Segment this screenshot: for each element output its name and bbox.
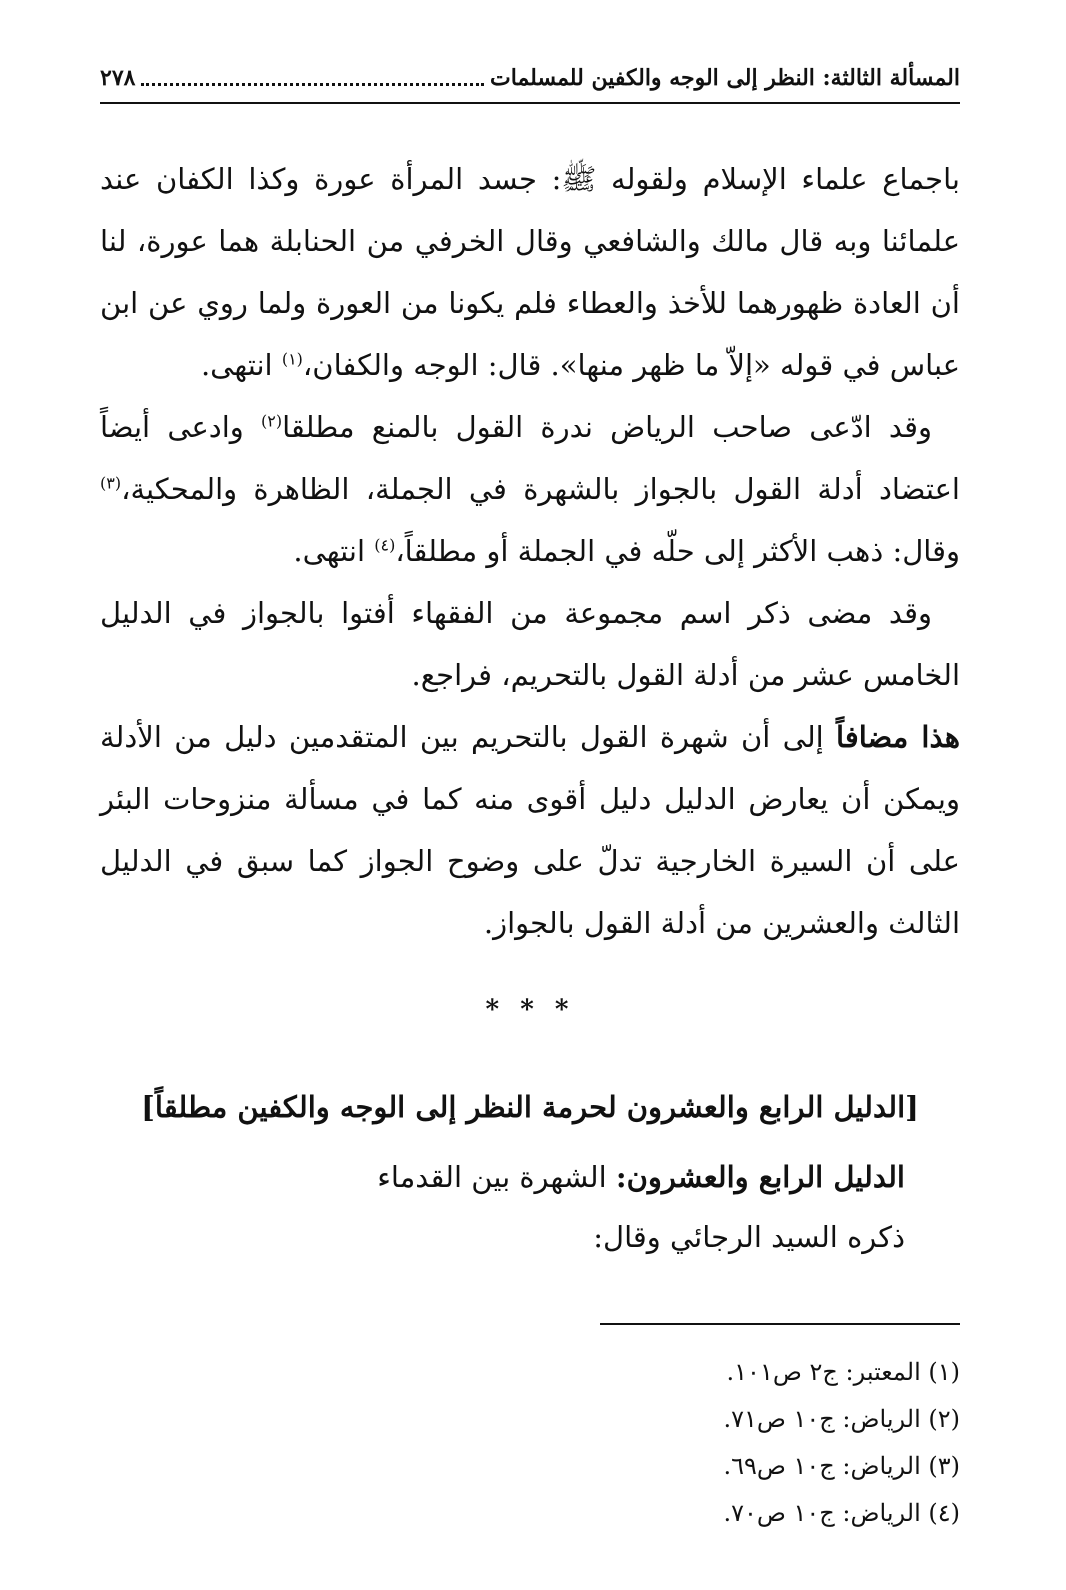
paragraph-3: وقد مضى ذكر اسم مجموعة من الفقهاء أفتوا بالجواز في الدليل الخامس عشر من أدلة القول بالتحريم، فراجع.	[100, 596, 960, 692]
paragraph-1	[100, 148, 960, 396]
paragraph-1-text: باجماع علماء الإسلام ولقوله ﷺ: جسد المرأة عورة وكذا الكفان عند علمائنا وبه قال مالك والشافعي وقال الخرفي من الحنابلة هما عورة، لنا أن العادة ظهورهما للأخذ والعطاء فلم يكونا من العورة ولما روي عن ابن عباس في قوله «إلاّ ما ظهر منها». قال: الوجه والكفان،	[100, 162, 960, 382]
paragraph-4-lead: هذا مضافاً	[836, 720, 960, 754]
footnote-ref-2[interactable]: (٢)	[260, 411, 283, 431]
paragraph-2-part-d: انتهى.	[293, 534, 375, 568]
page-number: ٢٧٨	[100, 65, 136, 91]
proof-title-lead: الدليل الرابع والعشرون:	[615, 1160, 905, 1194]
proof-intro: ذكره السيد الرجائي وقال:	[593, 1220, 905, 1254]
chapter-title: المسألة الثالثة: النظر إلى الوجه والكفين للمسلمات	[490, 65, 960, 91]
paragraph-4	[100, 706, 960, 954]
footnote-4: (٤) الرياض: ج١٠ ص٧٠.	[723, 1499, 960, 1527]
section-separator: * * *	[485, 995, 575, 1025]
paragraph-1-tail: انتهى.	[200, 348, 282, 382]
paragraph-4-text: إلى أن شهرة القول بالتحريم بين المتقدمين دليل من الأدلة ويمكن أن يعارض الدليل دليل أقوى منه كما في مسألة منزوحات البئر على أن السيرة الخارجية تدلّ على وضوح الجواز كما سبق في الدليل الثالث والعشرين من أدلة القول بالجواز.	[100, 720, 960, 940]
paragraph-2-part-c: وقال: ذهب الأكثر إلى حلّه في الجملة أو مطلقاً،	[395, 534, 960, 568]
footnote-rule	[600, 1323, 960, 1325]
paragraph-2-part-a: وقد ادّعى صاحب الرياض ندرة القول بالمنع مطلقا	[282, 410, 932, 444]
proof-title	[377, 1160, 905, 1194]
body-text	[100, 148, 960, 954]
footnote-ref-4[interactable]: (٤)	[374, 535, 396, 555]
footnote-2: (٢) الرياض: ج١٠ ص٧١.	[723, 1405, 960, 1433]
paragraph-2-part-b: وادعى أيضاً اعتضاد أدلة القول بالجواز بالشهرة في الجملة، الظاهرة والمحكية،	[100, 410, 960, 506]
page	[100, 40, 960, 1560]
footnote-1: (١) المعتبر: ج٢ ص١٠١.	[726, 1358, 960, 1386]
section-heading: [الدليل الرابع والعشرون لحرمة النظر إلى الوجه والكفين مطلقاً]	[141, 1090, 919, 1124]
header-rule	[100, 102, 960, 104]
running-header	[100, 58, 960, 98]
footnote-3: (٣) الرياض: ج١٠ ص٦٩.	[723, 1452, 960, 1480]
footnote-ref-3[interactable]: (٣)	[100, 473, 122, 493]
paragraph-2	[100, 396, 960, 582]
proof-title-text: الشهرة بين القدماء	[377, 1160, 616, 1194]
footnotes-list	[100, 1350, 960, 1538]
footnote-ref-1[interactable]: (١)	[281, 349, 303, 369]
header-leader-dots	[141, 83, 484, 86]
